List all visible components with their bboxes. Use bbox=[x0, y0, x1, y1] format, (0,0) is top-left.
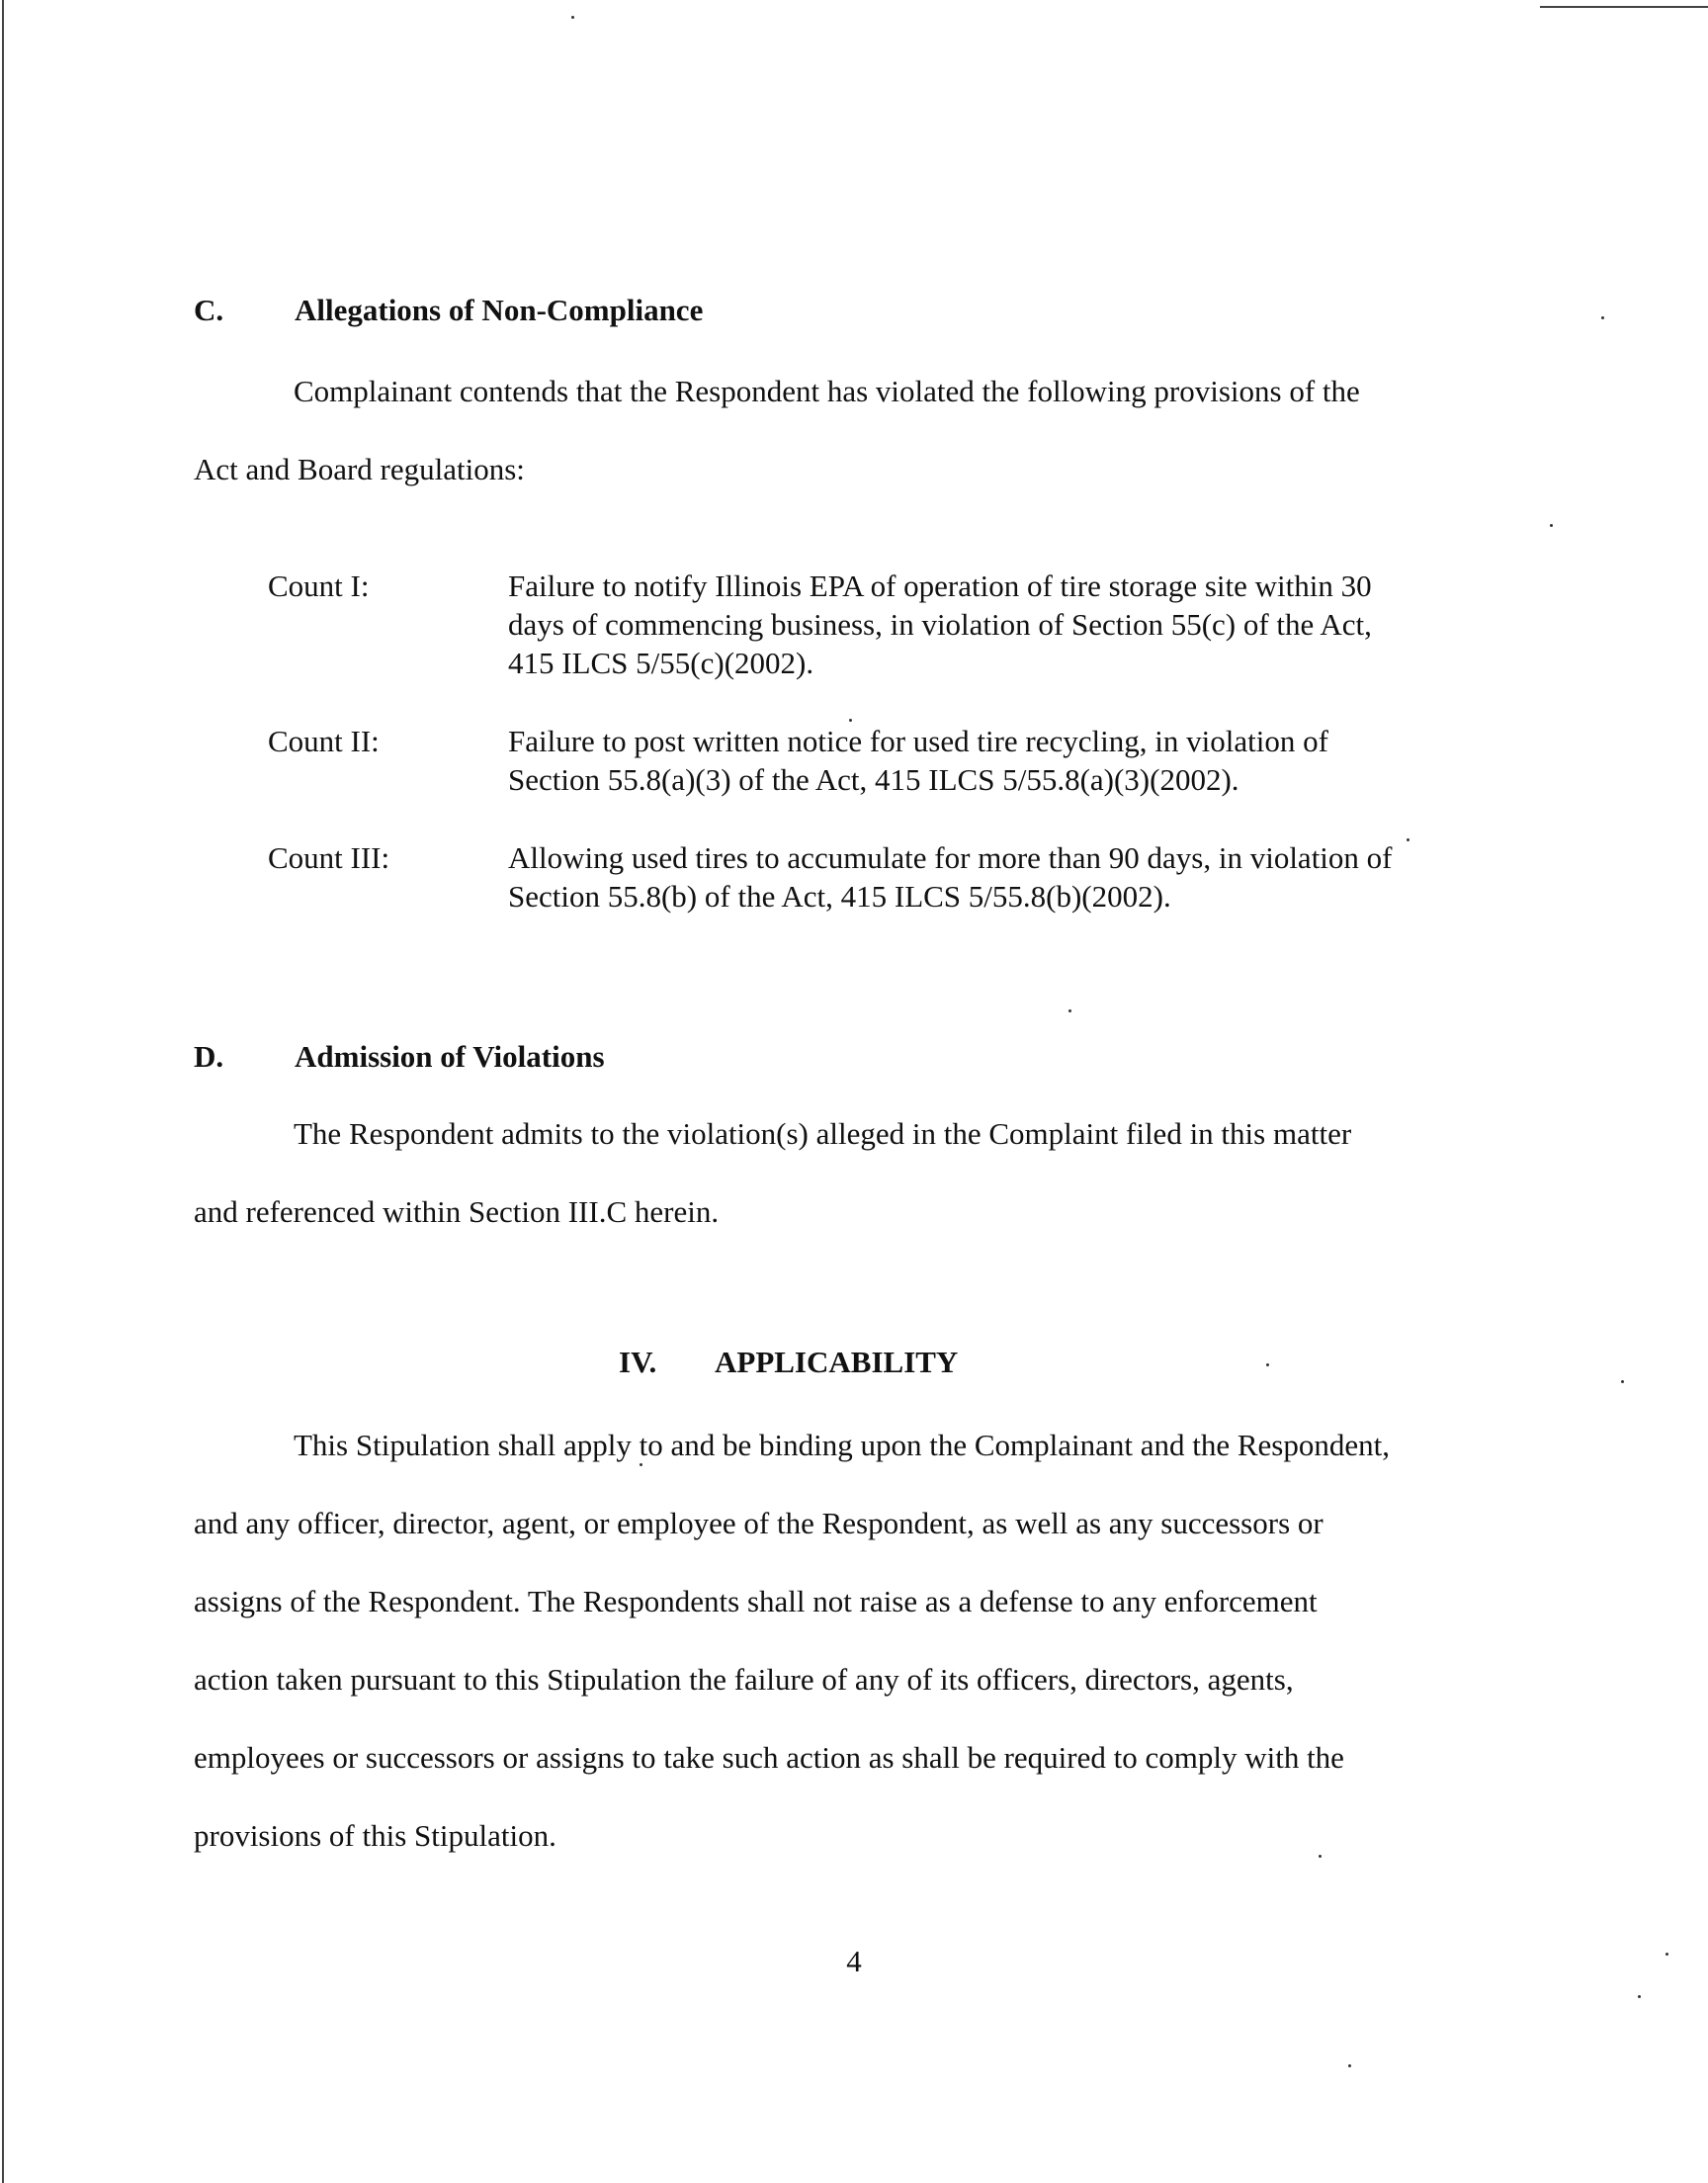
section-iv-body bbox=[194, 1406, 1390, 1875]
count-line: Failure to post written notice for used tire recycling, in violation of bbox=[508, 724, 1328, 758]
scan-speck bbox=[571, 16, 574, 19]
scan-edge-line-top bbox=[1540, 6, 1708, 8]
section-c-letter: C. bbox=[194, 293, 224, 327]
section-d-body bbox=[194, 1094, 1351, 1251]
paragraph-line: assigns of the Respondent. The Respondents shall not raise as a defense to any enforcement bbox=[194, 1584, 1318, 1618]
section-c-title: Allegations of Non-Compliance bbox=[295, 293, 704, 327]
count-line: Section 55.8(a)(3) of the Act, 415 ILCS 5/55.8(a)(3)(2002). bbox=[508, 762, 1239, 797]
paragraph-line: Act and Board regulations: bbox=[194, 452, 525, 486]
count-description bbox=[508, 722, 1496, 799]
count-line: Failure to notify Illinois EPA of operation of tire storage site within 30 bbox=[508, 568, 1372, 603]
scan-speck bbox=[1638, 1995, 1641, 1998]
paragraph-line: and referenced within Section III.C herein. bbox=[194, 1194, 720, 1229]
section-iv-number: IV. bbox=[619, 1345, 657, 1379]
paragraph-line: action taken pursuant to this Stipulation the failure of any of its officers, directors, agents, bbox=[194, 1662, 1294, 1697]
section-d-title: Admission of Violations bbox=[295, 1039, 605, 1074]
count-label: Count III: bbox=[268, 840, 390, 875]
count-label: Count I: bbox=[268, 568, 370, 603]
paragraph-line: provisions of this Stipulation. bbox=[194, 1818, 556, 1853]
scan-speck bbox=[1068, 1009, 1071, 1012]
page-number: 4 bbox=[846, 1944, 862, 1978]
count-line: 415 ILCS 5/55(c)(2002). bbox=[508, 646, 814, 680]
count-label: Count II: bbox=[268, 724, 380, 758]
paragraph-line: The Respondent admits to the violation(s) alleged in the Complaint filed in this matter bbox=[294, 1116, 1352, 1151]
count-line: Allowing used tires to accumulate for more than 90 days, in violation of bbox=[508, 840, 1393, 875]
count-line: Section 55.8(b) of the Act, 415 ILCS 5/55.8(b)(2002). bbox=[508, 879, 1171, 914]
paragraph-line: and any officer, director, agent, or employee of the Respondent, as well as any successors or bbox=[194, 1506, 1324, 1540]
count-description bbox=[508, 567, 1496, 682]
scan-speck bbox=[1550, 524, 1553, 527]
scan-speck bbox=[1621, 1380, 1624, 1383]
scan-speck bbox=[1348, 2064, 1351, 2067]
section-c-intro bbox=[194, 352, 1360, 508]
count-line: days of commencing business, in violation of Section 55(c) of the Act, bbox=[508, 607, 1372, 642]
paragraph-line: This Stipulation shall apply to and be binding upon the Complainant and the Respondent, bbox=[294, 1428, 1390, 1462]
paragraph-line: employees or successors or assigns to take such action as shall be required to comply with the bbox=[194, 1740, 1344, 1775]
scan-speck bbox=[1266, 1363, 1269, 1366]
scan-speck bbox=[1601, 316, 1604, 319]
section-iv-title: APPLICABILITY bbox=[715, 1345, 959, 1379]
count-description bbox=[508, 838, 1496, 916]
section-d-letter: D. bbox=[194, 1039, 224, 1074]
paragraph-line: Complainant contends that the Respondent has violated the following provisions of the bbox=[294, 374, 1360, 408]
scan-edge-line-left bbox=[2, 0, 4, 2183]
